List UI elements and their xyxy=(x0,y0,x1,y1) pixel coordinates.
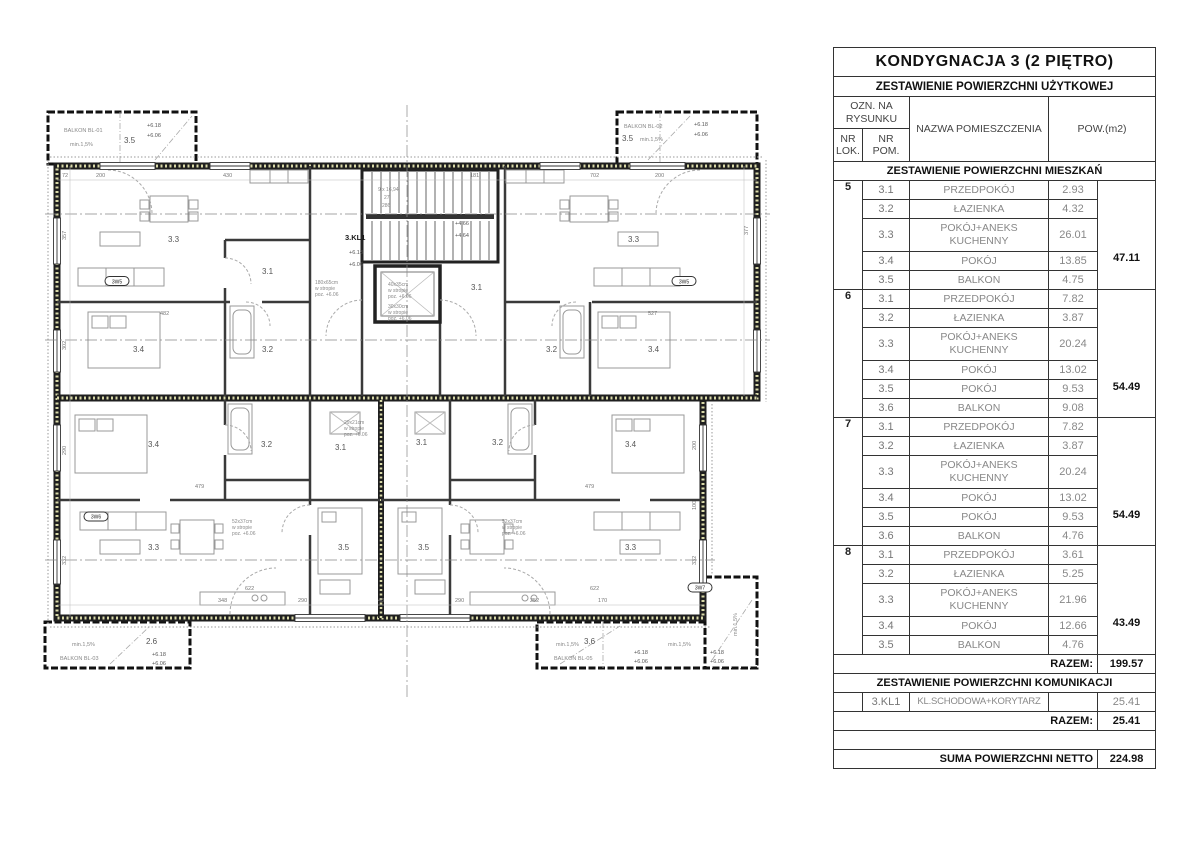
plan-text: 622 xyxy=(245,586,255,592)
nr-pom-cell: 3.1 xyxy=(863,418,910,437)
room-name-cell: BALKON xyxy=(910,271,1049,290)
plan-text: 2.6 xyxy=(146,637,158,646)
nr-pom-cell: 3.4 xyxy=(863,617,910,636)
plan-text: poz. +6.06 xyxy=(388,316,412,322)
nr-pom-cell: 3.5 xyxy=(863,508,910,527)
nr-pom-cell: 3.5 xyxy=(863,380,910,399)
plan-text: 3.3 xyxy=(625,543,637,552)
nr-pom-cell: 3.6 xyxy=(863,399,910,418)
total-cell: 25.41 xyxy=(1098,693,1156,712)
nr-pom-cell: 3.4 xyxy=(863,361,910,380)
plan-text: 3.1 xyxy=(471,283,483,292)
total-cell: 47.11 xyxy=(1098,181,1156,290)
room-name-cell: POKÓJ xyxy=(910,508,1049,527)
plan-text: BALKON BL-01 xyxy=(64,128,103,134)
nr-pom-cell: 3.4 xyxy=(863,489,910,508)
plan-text: 72 xyxy=(62,173,69,179)
room-name-cell: BALKON xyxy=(910,636,1049,655)
area-cell: 3.87 xyxy=(1049,437,1098,456)
plan-text: w stropie xyxy=(232,525,253,531)
plan-text: 3W5 xyxy=(678,279,690,286)
plan-text: +6.06 xyxy=(694,132,708,138)
plan-text: 348 xyxy=(218,598,228,604)
plan-text: 3.5 xyxy=(124,136,136,145)
plan-text: poz. +6.06 xyxy=(232,531,256,537)
balcony-bl02 xyxy=(617,112,757,164)
room-name-cell: POKÓJ+ANEKS KUCHENNY xyxy=(910,456,1049,489)
plan-text: poz. +6.06 xyxy=(315,292,339,298)
plan-text: +6.06 xyxy=(710,659,724,665)
blank-row-cell xyxy=(834,731,1156,750)
nr-pom-cell: 3.3 xyxy=(863,219,910,252)
table-row xyxy=(834,712,1156,731)
area-cell: 3.87 xyxy=(1049,309,1098,328)
plan-text: min.1,5% xyxy=(70,142,93,148)
nr-pom-cell: 3.6 xyxy=(863,527,910,546)
nr-lok-cell xyxy=(834,693,863,712)
plan-text: min.1,5% xyxy=(733,613,739,636)
room-name-cell: POKÓJ xyxy=(910,380,1049,399)
room-name-cell: ŁAZIENKA xyxy=(910,309,1049,328)
plan-text: 181 xyxy=(470,173,480,179)
nr-lok-cell: 8 xyxy=(834,546,863,655)
plan-text: 3.1 xyxy=(262,267,274,276)
plan-text: 170 xyxy=(598,598,608,604)
table-row xyxy=(834,181,1156,200)
plan-text: 482 xyxy=(160,311,170,317)
nr-pom-cell: 3.3 xyxy=(863,328,910,361)
plan-text: 286 xyxy=(382,203,391,209)
plan-text: BALKON BL-05 xyxy=(554,656,593,662)
plan-text: 479 xyxy=(195,484,205,490)
nr-pom-cell: 3.1 xyxy=(863,546,910,565)
plan-text: 702 xyxy=(590,173,600,179)
area-cell: 12.66 xyxy=(1049,617,1098,636)
table-row xyxy=(834,674,1156,693)
plan-text: 3.6 xyxy=(584,637,596,646)
balcony-bl01 xyxy=(48,112,196,164)
plan-text: 3.5 xyxy=(622,134,634,143)
plan-text: w stropie xyxy=(388,288,409,294)
plan-text: w stropie xyxy=(315,286,336,292)
table-title: KONDYGNACJA 3 (2 PIĘTRO) xyxy=(834,48,1156,77)
plan-text: min.1,5% xyxy=(668,642,691,648)
nr-pom-cell: 3.2 xyxy=(863,200,910,219)
table-row xyxy=(834,655,1156,674)
nr-lok-cell: 7 xyxy=(834,418,863,546)
nr-lok-cell: 5 xyxy=(834,181,863,290)
plan-text: poz. +6.06 xyxy=(344,432,368,438)
suma-value: 224.98 xyxy=(1098,750,1156,769)
razem-label: RAZEM: xyxy=(834,655,1098,674)
nr-pom-cell: 3.KL1 xyxy=(863,693,910,712)
plan-text: w stropie xyxy=(502,525,523,531)
room-name-cell: POKÓJ xyxy=(910,489,1049,508)
area-cell: 4.76 xyxy=(1049,527,1098,546)
total-cell: 43.49 xyxy=(1098,546,1156,655)
room-name-cell: POKÓJ+ANEKS KUCHENNY xyxy=(910,328,1049,361)
plan-text: 3.1 xyxy=(335,443,347,452)
area-cell: 20.24 xyxy=(1049,328,1098,361)
plan-text: 622 xyxy=(590,586,600,592)
plan-text: 357 xyxy=(62,230,68,240)
area-cell: 7.82 xyxy=(1049,418,1098,437)
plan-text: 200 xyxy=(655,173,665,179)
col-header-nr-pom: NR POM. xyxy=(863,129,910,162)
plan-text: 3W5 xyxy=(111,279,123,286)
plan-text: +6.18 xyxy=(349,250,363,256)
room-name-cell: KL.SCHODOWA+KORYTARZ xyxy=(910,693,1049,712)
plan-text: 3.3 xyxy=(168,235,180,244)
area-cell: 13.85 xyxy=(1049,252,1098,271)
area-cell: 9.08 xyxy=(1049,399,1098,418)
nr-lok-cell: 6 xyxy=(834,290,863,418)
table-row xyxy=(834,97,1156,129)
room-name-cell: ŁAZIENKA xyxy=(910,200,1049,219)
room-name-cell: PRZEDPOKÓJ xyxy=(910,181,1049,200)
plan-text: 29x21cm xyxy=(344,420,365,426)
plan-text: poz. +6.06 xyxy=(502,531,526,537)
plan-text: +6.06 xyxy=(349,262,363,268)
plan-text: 3W6 xyxy=(90,514,102,521)
area-cell: 7.82 xyxy=(1049,290,1098,309)
col-header-nr-lok: NR LOK. xyxy=(834,129,863,162)
room-name-cell: BALKON xyxy=(910,399,1049,418)
total-cell: 54.49 xyxy=(1098,290,1156,418)
plan-text: 430 xyxy=(223,173,233,179)
area-cell: 4.75 xyxy=(1049,271,1098,290)
plan-text: 3W7 xyxy=(694,585,706,592)
col-header-ozn: OZN. NA RYSUNKU xyxy=(834,97,910,129)
plan-text: 3.4 xyxy=(648,345,660,354)
nr-pom-cell: 3.2 xyxy=(863,565,910,584)
area-cell: 5.25 xyxy=(1049,565,1098,584)
area-cell: 2.93 xyxy=(1049,181,1098,200)
room-name-cell: POKÓJ+ANEKS KUCHENNY xyxy=(910,584,1049,617)
plan-text: 3.5 xyxy=(338,543,350,552)
razem-label: RAZEM: xyxy=(834,712,1098,731)
plan-text: 332 xyxy=(62,555,68,565)
area-cell: 13.02 xyxy=(1049,489,1098,508)
plan-text: 290 xyxy=(298,598,308,604)
room-name-cell: POKÓJ xyxy=(910,617,1049,636)
table-row xyxy=(834,546,1156,565)
nr-pom-cell: 3.3 xyxy=(863,584,910,617)
plan-text: 3.2 xyxy=(546,345,558,354)
nr-pom-cell: 3.1 xyxy=(863,290,910,309)
plan-text: +4.64 xyxy=(455,233,469,239)
col-header-nazwa: NAZWA POMIESZCZENIA xyxy=(910,97,1049,162)
total-cell: 54.49 xyxy=(1098,418,1156,546)
plan-text: +6.18 xyxy=(147,123,161,129)
plan-text: 377 xyxy=(744,225,750,235)
area-cell xyxy=(1049,693,1098,712)
plan-text: 200 xyxy=(96,173,106,179)
section-header-mieszkan: ZESTAWIENIE POWIERZCHNI MIESZKAŃ xyxy=(834,162,1156,181)
table-row xyxy=(834,77,1156,97)
room-name-cell: ŁAZIENKA xyxy=(910,565,1049,584)
section-header-komunikacji: ZESTAWIENIE POWIERZCHNI KOMUNIKACJI xyxy=(834,674,1156,693)
nr-pom-cell: 3.5 xyxy=(863,636,910,655)
plan-text: 3.2 xyxy=(261,440,273,449)
plan-text: min.1,5% xyxy=(72,642,95,648)
nr-pom-cell: 3.3 xyxy=(863,456,910,489)
table-row xyxy=(834,48,1156,77)
plan-text: min.1,5% xyxy=(640,137,663,143)
plan-text: +6.06 xyxy=(634,659,648,665)
plan-text: w stropie xyxy=(344,426,365,432)
plan-text: +4.66 xyxy=(455,221,469,227)
room-name-cell: ŁAZIENKA xyxy=(910,437,1049,456)
nr-pom-cell: 3.4 xyxy=(863,252,910,271)
plan-text: 30x30cm xyxy=(388,304,409,310)
room-name-cell: PRZEDPOKÓJ xyxy=(910,418,1049,437)
plan-text: 3.4 xyxy=(625,440,637,449)
room-name-cell: POKÓJ xyxy=(910,252,1049,271)
plan-text: 302 xyxy=(62,340,68,350)
plan-text: 332 xyxy=(692,555,698,565)
plan-text: 3.2 xyxy=(262,345,274,354)
room-name-cell: POKÓJ+ANEKS KUCHENNY xyxy=(910,219,1049,252)
table-row xyxy=(834,750,1156,769)
plan-text: +6.06 xyxy=(147,133,161,139)
plan-text: 52x37cm xyxy=(502,519,523,525)
nr-pom-cell: 3.5 xyxy=(863,271,910,290)
plan-text: +6.18 xyxy=(152,652,166,658)
plan-text: 3.2 xyxy=(492,438,504,447)
plan-text: +6.18 xyxy=(710,650,724,656)
plan-text: 48 xyxy=(378,598,385,604)
nr-pom-cell: 3.1 xyxy=(863,181,910,200)
plan-text: 290 xyxy=(455,598,465,604)
nr-pom-cell: 3.2 xyxy=(863,309,910,328)
plan-text: poz. +6.06 xyxy=(388,294,412,300)
room-name-cell: BALKON xyxy=(910,527,1049,546)
table-row xyxy=(834,162,1156,181)
plan-text: 3.5 xyxy=(418,543,430,552)
room-name-cell: PRZEDPOKÓJ xyxy=(910,290,1049,309)
plan-text: 100 xyxy=(692,500,698,510)
plan-text: 200 xyxy=(692,440,698,450)
plan-text: +6.18 xyxy=(694,122,708,128)
plan-text: 3.1 xyxy=(416,438,428,447)
area-cell: 9.53 xyxy=(1049,508,1098,527)
table-row xyxy=(834,693,1156,712)
plan-text: w stropie xyxy=(388,310,409,316)
plan-text: 52x37cm xyxy=(232,519,253,525)
suma-label: SUMA POWIERZCHNI NETTO xyxy=(834,750,1098,769)
area-cell: 20.24 xyxy=(1049,456,1098,489)
plan-text: 3.3 xyxy=(628,235,640,244)
plan-text: 252 xyxy=(530,598,540,604)
room-name-cell: POKÓJ xyxy=(910,361,1049,380)
plan-text: 40x35cm xyxy=(388,282,409,288)
area-cell: 9.53 xyxy=(1049,380,1098,399)
area-cell: 21.96 xyxy=(1049,584,1098,617)
plan-text: 479 xyxy=(585,484,595,490)
area-cell: 26.01 xyxy=(1049,219,1098,252)
area-cell: 3.61 xyxy=(1049,546,1098,565)
table-row xyxy=(834,418,1156,437)
plan-text: 3.4 xyxy=(148,440,160,449)
room-name-cell: PRZEDPOKÓJ xyxy=(910,546,1049,565)
plan-text: 3.3 xyxy=(148,543,160,552)
plan-text: +6.18 xyxy=(634,650,648,656)
plan-text: 9 x 16,94 xyxy=(378,187,399,193)
plan-text: +6.06 xyxy=(152,661,166,667)
razem-value: 199.57 xyxy=(1098,655,1156,674)
plan-text: 27 xyxy=(384,195,390,201)
table-row xyxy=(834,731,1156,750)
area-cell: 4.32 xyxy=(1049,200,1098,219)
table-subtitle: ZESTAWIENIE POWIERZCHNI UŻYTKOWEJ xyxy=(834,77,1156,97)
plan-text: min.1,5% xyxy=(556,642,579,648)
table-row xyxy=(834,290,1156,309)
plan-text: 527 xyxy=(648,311,658,317)
plan-text: 290 xyxy=(62,445,68,455)
razem-value: 25.41 xyxy=(1098,712,1156,731)
plan-text: BALKON BL-03 xyxy=(60,656,99,662)
plan-text: 180x65cm xyxy=(315,280,339,286)
area-cell: 13.02 xyxy=(1049,361,1098,380)
col-header-pow: POW.(m2) xyxy=(1049,97,1156,162)
plan-text: BALKON BL-02 xyxy=(624,124,663,130)
nr-pom-cell: 3.2 xyxy=(863,437,910,456)
area-cell: 4.76 xyxy=(1049,636,1098,655)
plan-text: 3.KL1 xyxy=(345,233,366,242)
plan-text: 3.4 xyxy=(133,345,145,354)
area-table xyxy=(833,47,1156,769)
